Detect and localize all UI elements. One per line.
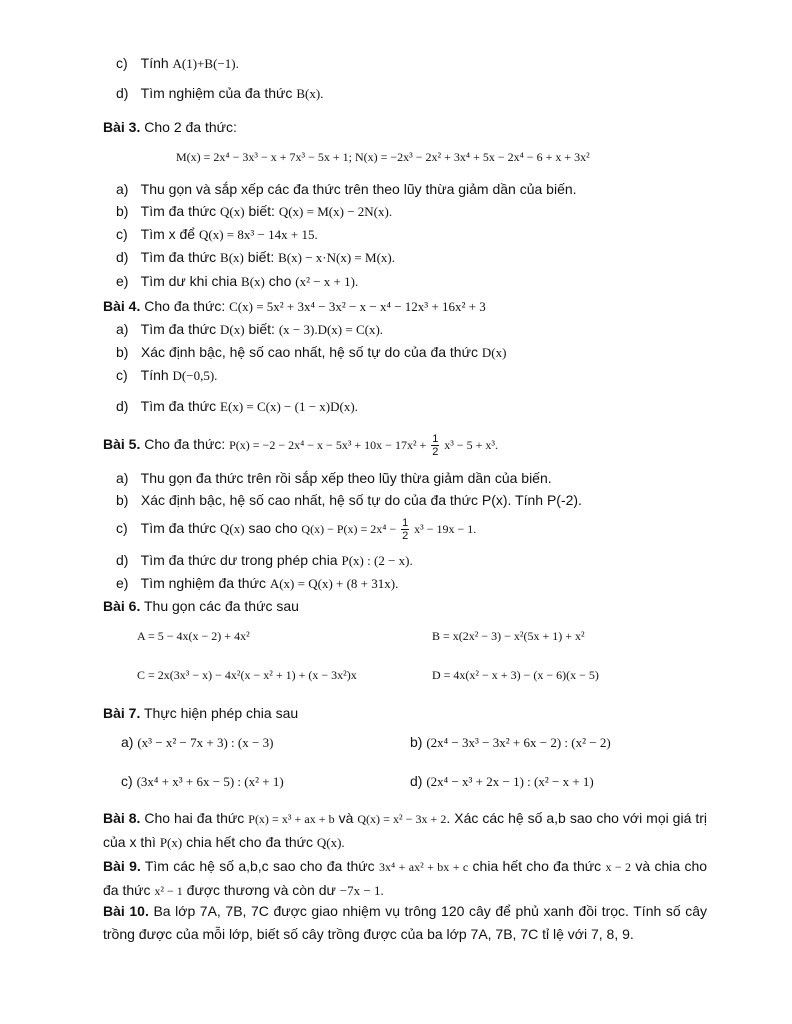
exercise-7-header: Bài 7. Thực hiện phép chia sau [103,705,299,721]
exercise-4-header: Bài 4. Cho đa thức: C(x) = 5x² + 3x⁴ − 3x² − x − x⁴ − 12x³ + 16x² + 3 [103,298,486,314]
exercise-7-item-c: c) (3x⁴ + x³ + 6x − 5) : (x² + 1) [121,773,284,789]
expression-a: A = 5 − 4x(x − 2) + 4x² [137,629,250,643]
exercise-3-formula: M(x) = 2x⁴ − 3x³ − x + 7x³ − 5x + 1; N(x) = −2x³ − 2x² + 3x⁴ + 5x − 2x⁴ − 6 + x + 3x² [176,150,590,164]
exercise-5-item-d: d) Tìm đa thức dư trong phép chia P(x) : (2 − x). [116,552,413,568]
exercise-5-item-a: a) Thu gọn đa thức trên rồi sắp xếp theo lũy thừa giảm dần của biến. [116,470,552,486]
exercise-7-item-b: b) (2x⁴ − 3x³ − 3x² + 6x − 2) : (x² − 2) [410,734,611,750]
exercise-5-item-b: b) Xác định bậc, hệ số cao nhất, hệ số tự do của đa thức P(x). Tính P(-2). [116,492,582,508]
expression-d: D = 4x(x² − x + 3) − (x − 6)(x − 5) [432,668,599,682]
exercise-5-item-e: e) Tìm nghiệm đa thức A(x) = Q(x) + (8 + 31x). [116,575,399,591]
exercise-9: Bài 9. Tìm các hệ số a,b,c sao cho đa thức 3x⁴ + ax² + bx + c chia hết cho đa thức x − 2 và chia cho đa thức x² − 1 được thương và còn dư −7x − 1. [103,858,708,898]
exercise-8: Bài 8. Cho hai đa thức P(x) = x³ + ax + b và Q(x) = x² − 3x + 2. Xác các hệ số a,b sao cho với mọi giá trị của x thì P(x) chia hết cho đa thức Q(x). [103,810,707,850]
exercise-7-item-a: a) (x³ − x² − 7x + 3) : (x − 3) [121,734,274,750]
exercise-4-item-b: b) Xác định bậc, hệ số cao nhất, hệ số tự do của đa thức D(x) [116,344,507,360]
exercise-3-item-b: b) Tìm đa thức Q(x) biết: Q(x) = M(x) − 2N(x). [116,203,393,219]
exercise-3-item-e: e) Tìm dư khi chia B(x) cho (x² − x + 1). [116,273,359,289]
expression-c: C = 2x(3x³ − x) − 4x²(x − x² + 1) + (x − 3x²)x [137,668,357,682]
prev-item-c: c) Tính A(1)+B(−1). [116,55,239,71]
exercise-3-header: Bài 3. Cho 2 đa thức: [103,119,237,135]
exercise-10: Bài 10. Ba lớp 7A, 7B, 7C được giao nhiệm vụ trông 120 cây để phủ xanh đồi trọc. Tính số cây trồng được của mỗi lớp, biết số cây trồng được của ba lớp 7A, 7B, 7C tỉ lệ với 7, 8, 9. [103,903,708,942]
expression-b: B = x(2x² − 3) − x²(5x + 1) + x² [432,629,585,643]
prev-item-d: d) Tìm nghiệm của đa thức B(x). [116,85,324,101]
fraction-one-half: $\frac{1}{2}$ [402,516,409,542]
exercise-3-item-d: d) Tìm đa thức B(x) biết: B(x) − x·N(x) = M(x). [116,249,395,265]
exercise-5-header: Bài 5. Cho đa thức: P(x) = −2 − 2x⁴ − x − 5x³ + 10x − 17x² + $\frac{1}{2}$ x³ − 5 + x³. [103,432,498,458]
exercise-4-item-a: a) Tìm đa thức D(x) biết: (x − 3).D(x) = C(x). [116,321,384,337]
exercise-3-item-a: a) Thu gọn và sắp xếp các đa thức trên theo lũy thừa giảm dần của biến. [116,181,577,197]
exercise-4-item-d: d) Tìm đa thức E(x) = C(x) − (1 − x)D(x). [116,398,358,414]
exercise-4-item-c: c) Tính D(−0,5). [116,367,218,383]
exercise-7-item-d: d) (2x⁴ − x³ + 2x − 1) : (x² − x + 1) [410,773,594,789]
fraction-one-half: $\frac{1}{2}$ [432,432,439,458]
exercise-5-item-c: c) Tìm đa thức Q(x) sao cho Q(x) − P(x) = 2x⁴ − $\frac{1}{2}$ x³ − 19x − 1. [116,516,477,542]
exercise-3-item-c: c) Tìm x để Q(x) = 8x³ − 14x + 15. [116,226,318,242]
exercise-6-header: Bài 6. Thu gọn các đa thức sau [103,598,299,614]
